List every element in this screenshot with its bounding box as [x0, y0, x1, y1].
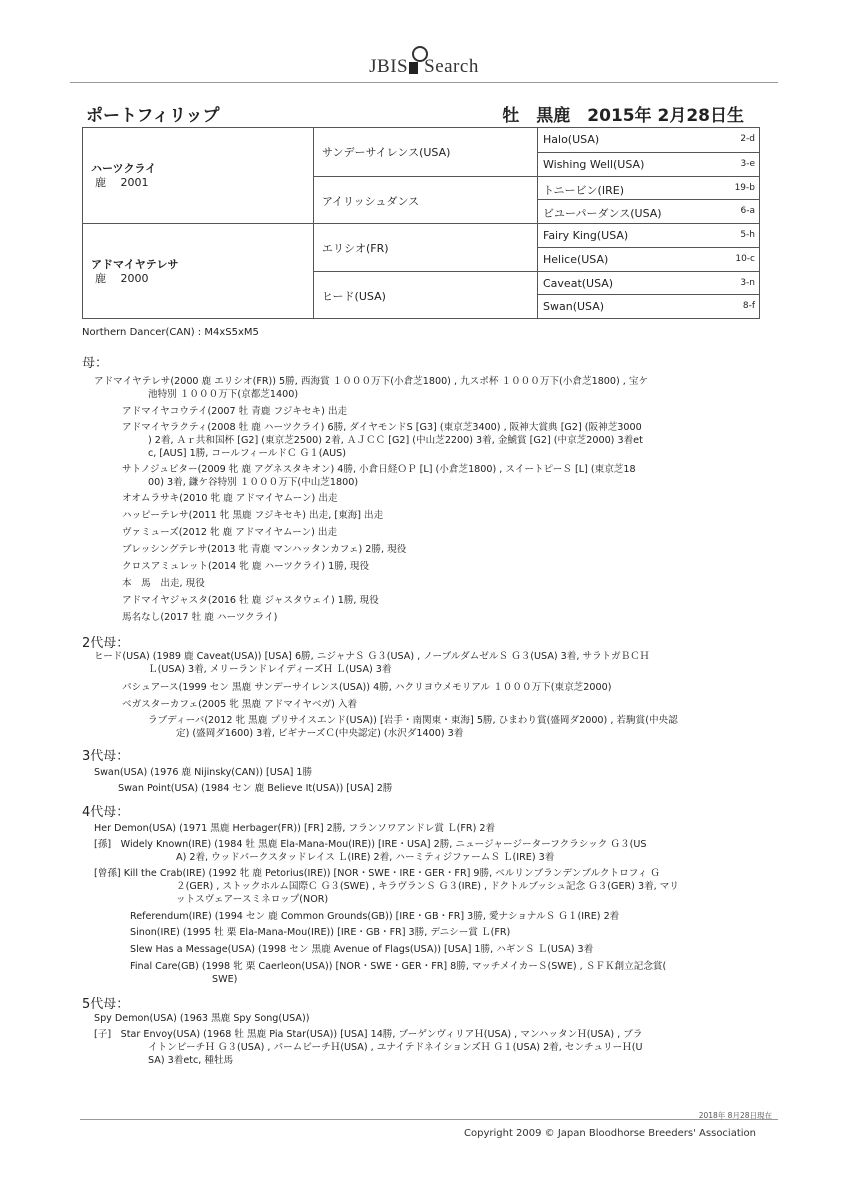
- record-line: 本 馬 出走, 現役: [122, 578, 205, 589]
- pedigree-g3-cell: Swan(USA) 8-f: [537, 294, 759, 318]
- jbis-logo: [0, 56, 848, 78]
- pedigree-g2-cell: ヒード(USA): [313, 271, 537, 319]
- pedigree-table: [82, 127, 760, 319]
- record-line: ベガスターカフェ(2005 牝 黒鹿 アドマイヤベガ) 入着: [122, 699, 358, 710]
- sire-detail: 鹿 2001: [95, 176, 149, 189]
- record-line: 00) 3着, 鎌ケ谷特別 １０００万下(中山芝1800): [148, 477, 359, 488]
- pedigree-g3-cell: ビユーパーダンス(USA) 6-a: [537, 199, 759, 223]
- pedigree-g3-cell: Wishing Well(USA) 3-e: [537, 152, 759, 176]
- record-line: ２(GER) , ストックホルム国際Ｃ Ｇ３(SWE) , キラヴランＳ Ｇ３(IRE) , ドクトルブッシュ記念 Ｇ３(GER) 3着, マリ: [176, 881, 679, 892]
- pedigree-dam-cell: [83, 223, 313, 318]
- record-line: ラブディーバ(2012 牝 黒鹿 プリサイスエンド(USA)) [岩手・南関東・東海] 5勝, ひまわり賞(盛岡ダ2000) , 若駒賞(中央認: [148, 715, 678, 726]
- record-line: 馬名なし(2017 牡 鹿 ハーツクライ): [122, 612, 278, 623]
- section-g4: 4代母：: [82, 805, 130, 820]
- pedigree-g2-cell: アイリッシュダンス: [313, 176, 537, 224]
- record-line: Referendum(IRE) (1994 セン 鹿 Common Grounds(GB)) [IRE・GB・FR] 3勝, 愛ナショナルＳ Ｇ１(IRE) 2着: [130, 911, 620, 922]
- pedigree-g3-cell: Helice(USA) 10-c: [537, 247, 759, 271]
- as-of-date: 2018年 8月28日現在: [698, 1111, 772, 1120]
- record-line: A) 2着, ウッドパークスタッドレイス Ｌ(IRE) 2着, ハーミティジファームＳ Ｌ(IRE) 3着: [176, 852, 555, 863]
- section-g5: 5代母：: [82, 997, 130, 1012]
- record-line: Her Demon(USA) (1971 黒鹿 Herbager(FR)) [FR] 2勝, フランソワアンドレ賞 Ｌ(FR) 2着: [94, 823, 496, 834]
- section-g3: 3代母：: [82, 749, 130, 764]
- record-line: SA) 3着etc, 種牡馬: [148, 1055, 234, 1066]
- record-line: クロスアミュレット(2014 牝 鹿 ハーツクライ) 1勝, 現役: [122, 561, 370, 572]
- record-line: アドマイヤコウテイ(2007 牡 青鹿 フジキセキ) 出走: [122, 406, 348, 417]
- copyright: Copyright 2009 © Japan Bloodhorse Breeders' Association: [464, 1128, 756, 1139]
- record-line: Sinon(IRE) (1995 牡 栗 Ela-Mana-Mou(IRE)) [IRE・GB・FR] 3勝, デニシー賞 Ｌ(FR): [130, 927, 511, 938]
- record-line: オオムラサキ(2010 牝 鹿 アドマイヤムーン) 出走: [122, 493, 338, 504]
- record-line: パシュアース(1999 セン 黒鹿 サンデーサイレンス(USA)) 4勝, ハクリヨウメモリアル １０００万下(東京芝2000): [122, 682, 612, 693]
- record-line: Final Care(GB) (1998 牝 栗 Caerleon(USA)) [NOR・SWE・GER・FR] 8勝, マッチメイカーＳ(SWE) , ＳＦＫ創立記念賞(: [130, 961, 667, 972]
- record-line: Slew Has a Message(USA) (1998 セン 黒鹿 Avenue of Flags(USA)) [USA] 1勝, ハギンＳ Ｌ(USA) 3着: [130, 944, 594, 955]
- record-line: Ｌ(USA) 3着, メリーランドレイディーズＨ Ｌ(USA) 3着: [148, 664, 392, 675]
- pedigree-g3-cell: Halo(USA) 2-d: [537, 128, 759, 152]
- dam-detail: 鹿 2000: [95, 272, 149, 285]
- pedigree-g3-cell: Caveat(USA) 3-n: [537, 271, 759, 295]
- record-line: ヴァミューズ(2012 牝 鹿 アドマイヤムーン) 出走: [122, 527, 338, 538]
- record-line: 定) (盛岡ダ1600) 3着, ビギナーズＣ(中央認定) (水沢ダ1400) 3着: [176, 728, 464, 739]
- record-line: Swan(USA) (1976 鹿 Nijinsky(CAN)) [USA] 1勝: [94, 767, 313, 778]
- inbreeding-note: Northern Dancer(CAN) : M4xS5xM5: [82, 327, 259, 338]
- pedigree-g2-cell: サンデーサイレンス(USA): [313, 128, 537, 176]
- record-line: イトンビーチＨ Ｇ３(USA) , パームビーチＨ(USA) , ユナイテドネイションズＨ Ｇ１(USA) 2着, センチュリーＨ(U: [148, 1042, 643, 1053]
- record-line: [孫] Widely Known(IRE) (1984 牡 黒鹿 Ela-Mana-Mou(IRE)) [IRE・USA] 2勝, ニュージャージーターフクラシック Ｇ３(US: [94, 839, 647, 850]
- header-divider: [70, 82, 778, 83]
- horse-name: ポートフィリップ: [86, 106, 220, 126]
- record-line: ブレッシングテレサ(2013 牝 青鹿 マンハッタンカフェ) 2勝, 現役: [122, 544, 407, 555]
- section-g2: 2代母：: [82, 636, 130, 651]
- record-line: Spy Demon(USA) (1963 黒鹿 Spy Song(USA)): [94, 1013, 310, 1024]
- logo-text-right: Search: [424, 56, 479, 77]
- record-line: Swan Point(USA) (1984 セン 鹿 Believe It(USA)) [USA] 2勝: [118, 783, 393, 794]
- record-line: SWE): [212, 974, 238, 985]
- record-line: ) 2着, Ａｒ共和国杯 [G2] (東京芝2500) 2着, ＡＪＣＣ [G2] (中山芝2200) 3着, 金鯱賞 [G2] (中京芝2000) 3着et: [148, 435, 643, 446]
- magnifier-icon: [409, 56, 423, 74]
- pedigree-g3-cell: トニービン(IRE) 19-b: [537, 176, 759, 200]
- record-line: アドマイヤラクティ(2008 牡 鹿 ハーツクライ) 6勝, ダイヤモンドS [G3] (東京芝3400) , 阪神大賞典 [G2] (阪神芝3000: [122, 422, 642, 433]
- pedigree-sire-cell: [83, 128, 313, 223]
- dam-name: アドマイヤテレサ: [91, 258, 179, 271]
- section-dam: 母：: [82, 356, 109, 371]
- record-line: ヒード(USA) (1989 鹿 Caveat(USA)) [USA] 6勝, ニジャナＳ Ｇ３(USA) , ノーブルダムゼルＳ Ｇ３(USA) 3着, サラトガＢＣＨ: [94, 651, 650, 662]
- sire-name: ハーツクライ: [91, 162, 157, 175]
- record-line: c, [AUS] 1勝, コールフィールドＣ Ｇ１(AUS): [148, 448, 346, 459]
- logo-text-left: JBIS: [369, 56, 409, 77]
- record-line: [曾孫] Kill the Crab(IRE) (1992 牝 鹿 Petorius(IRE)) [NOR・SWE・IRE・GER・FR] 9勝, ベルリンブランデンブルクトロフィ Ｇ: [94, 868, 660, 879]
- horse-info: 牡 黒鹿 2015年 2月28日生: [502, 106, 744, 126]
- footer-divider: [80, 1119, 778, 1120]
- record-line: ハッピーテレサ(2011 牝 黒鹿 フジキセキ) 出走, [東海] 出走: [122, 510, 384, 521]
- record-line: アドマイヤジャスタ(2016 牡 鹿 ジャスタウェイ) 1勝, 現役: [122, 595, 379, 606]
- record-line: 池特別 １０００万下(京都芝1400): [148, 389, 299, 400]
- record-line: [子] Star Envoy(USA) (1968 牡 黒鹿 Pia Star(USA)) [USA] 14勝, ブーゲンヴィリアＨ(USA) , マンハッタンＨ(USA) , ブラ: [94, 1029, 643, 1040]
- record-line: ットスヴェアースミネロップ(NOR): [176, 894, 329, 905]
- pedigree-g2-cell: エリシオ(FR): [313, 223, 537, 271]
- record-line: サトノジュピター(2009 牝 鹿 アグネスタキオン) 4勝, 小倉日経ＯＰ [L] (小倉芝1800) , スイートピーＳ [L] (東京芝18: [122, 464, 636, 475]
- pedigree-g3-cell: Fairy King(USA) 5-h: [537, 223, 759, 247]
- record-line: アドマイヤテレサ(2000 鹿 エリシオ(FR)) 5勝, 西海賞 １０００万下(小倉芝1800) , 九スポ杯 １０００万下(小倉芝1800) , 宝ケ: [94, 376, 649, 387]
